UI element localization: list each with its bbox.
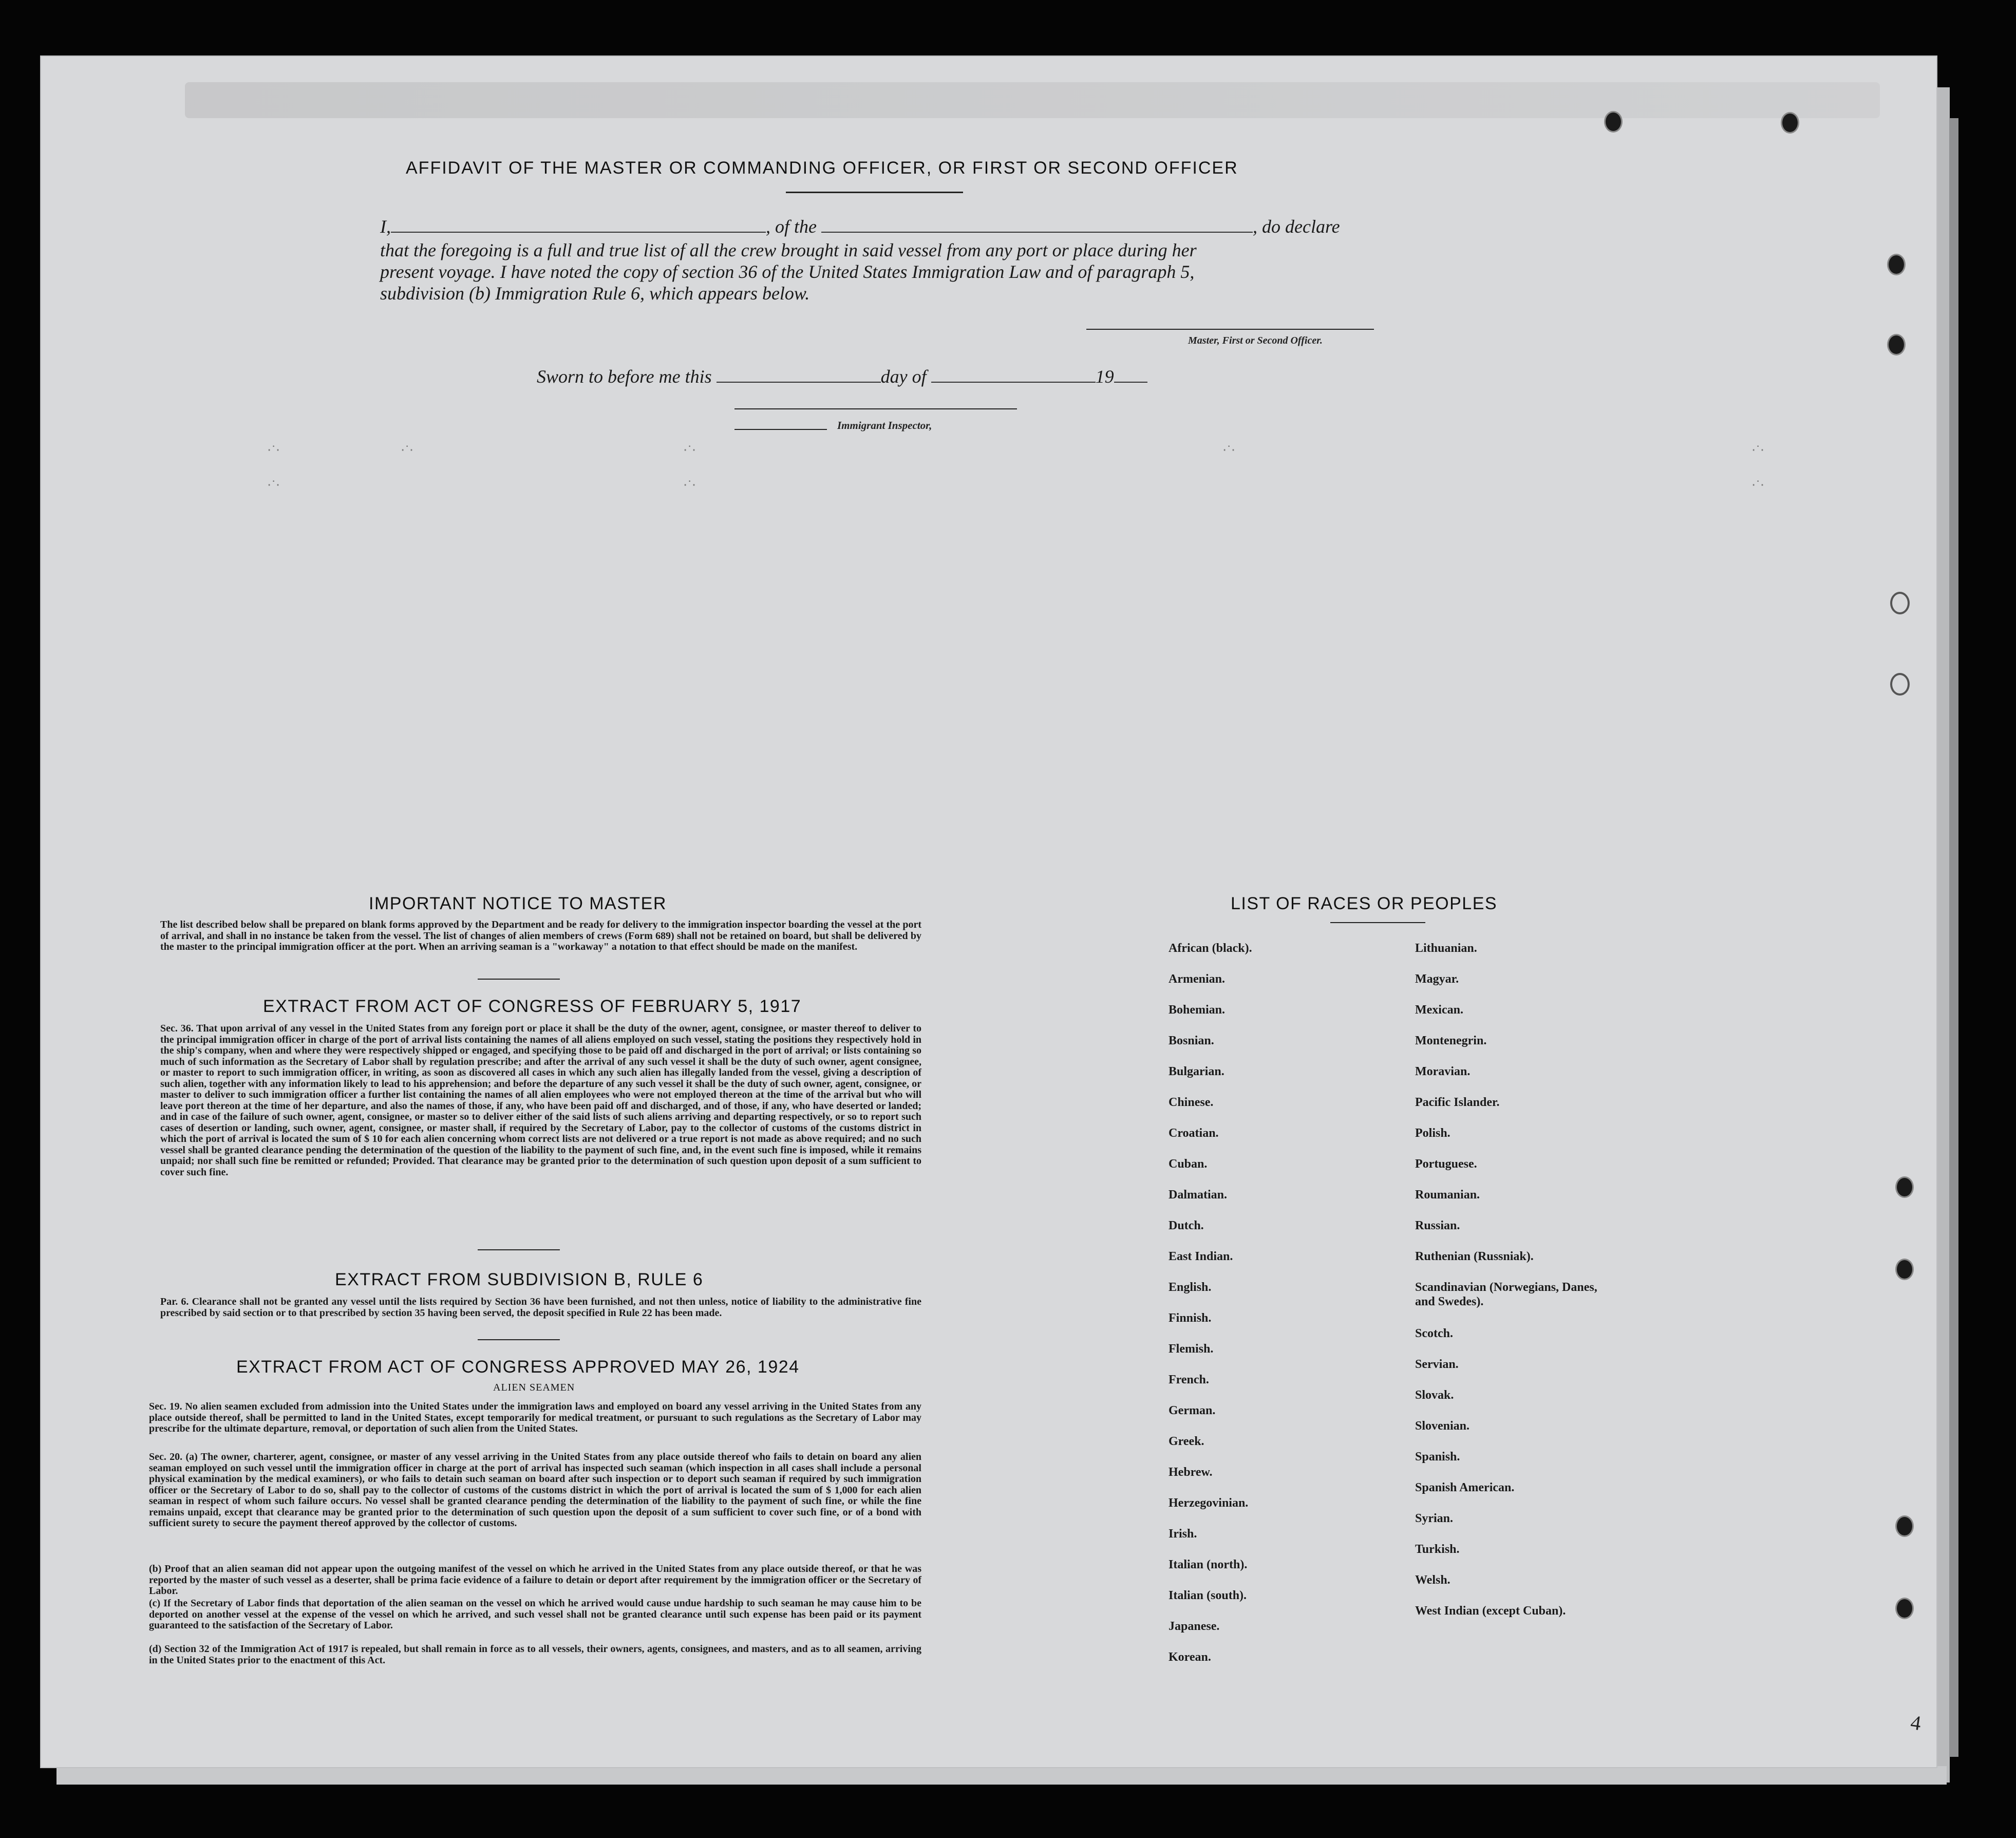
corner-handwritten-mark: 4 [1909,1710,1923,1735]
race-item: Turkish. [1415,1543,1460,1556]
race-item: Italian (south). [1169,1589,1247,1602]
day-blank[interactable] [717,382,881,383]
race-item: German. [1169,1404,1216,1417]
punch-hole [1895,1598,1914,1619]
race-item: Scotch. [1415,1327,1453,1340]
race-item: Spanish American. [1415,1481,1515,1494]
race-item: Spanish. [1415,1450,1460,1464]
extract-1917-rule [478,1249,560,1250]
extract-1924-sec20a: Sec. 20. (a) The owner, charterer, agent, consignee, or master of any vessel arriving in the United States from any place outside thereof who fails to detain on board any alien seaman employed on such vessel until the immigration officer in charge at the port of arrival has inspected such seaman (which inspection in all cases shall include a personal physical examination by the medical examiners), or who fails to detain such seaman on board after such inspection or to deport such seaman if required by such immigration officer or the Secretary of Labor to do so, shall pay to the collector of customs of the customs district in which the port of arrival is located the sum of $ 1,000 for each alien seaman in respect of whom such failure occurs. No vessel shall be granted clearance pending the determination of the liability to the payment of such fine, or while the fine remains unpaid, except that clearance may be granted prior to the determination of such question upon the deposit of a sum sufficient to cover such fine, or of a bond with sufficient surety to secure the payment thereof approved by the collector of customs. [149,1451,921,1529]
punch-hole [1895,1259,1914,1280]
page-edge [1935,87,1950,1783]
bleed-mark: ⋅˙⋅ [1751,478,1765,493]
race-item: Montenegrin. [1415,1034,1487,1047]
race-item: Chinese. [1169,1096,1214,1109]
race-item: Finnish. [1169,1311,1212,1325]
punch-hole [1890,592,1910,614]
bleed-mark: ⋅˙⋅ [683,443,696,458]
year-blank[interactable] [1114,382,1147,383]
race-item: East Indian. [1169,1250,1233,1263]
sworn-text: Sworn to before me this [537,366,712,387]
race-item: Greek. [1169,1435,1204,1448]
race-item: English. [1169,1281,1212,1294]
race-item: Korean. [1169,1651,1211,1664]
race-item: Servian. [1415,1358,1459,1371]
punch-hole [1895,1515,1914,1537]
notice-text: The list described below shall be prepared on blank forms approved by the Department and be ready for delivery to the immigration inspector boarding the vessel at the port of arrival, and shall in no instance be taken from the vessel. The list of changes of alien members of crews (Form 689) shall not be retained on board, but shall be delivered by the master to the principal immigration officer at the port. When an arriving seaman is a "workaway" a notation to that effect should be made on the manifest. [160,919,921,952]
inspector-line[interactable] [734,429,827,430]
bleed-through-header [185,82,1880,118]
year-text: 19 [1095,366,1114,387]
affidavit-title: AFFIDAVIT OF THE MASTER OR COMMANDING OFFICER, OR FIRST OR SECOND OFFICER [406,158,1238,178]
race-item: Dutch. [1169,1219,1204,1232]
inspector-upper-line [734,408,1017,409]
rule6-rule [478,1339,560,1340]
punch-hole [1781,112,1799,134]
race-item: Roumanian. [1415,1188,1480,1202]
race-item: Croatian. [1169,1127,1219,1140]
race-item: Mexican. [1415,1003,1463,1017]
inspector-label: Immigrant Inspector, [837,419,932,432]
race-item: West Indian (except Cuban). [1415,1604,1566,1618]
affidavit-line-4: subdivision (b) Immigration Rule 6, which appears below. [380,283,810,304]
signature-line[interactable] [1086,329,1374,330]
sworn-line [537,366,1147,387]
race-item: Ruthenian (Russniak). [1415,1250,1534,1263]
race-item: Magyar. [1415,972,1459,986]
notice-title: IMPORTANT NOTICE TO MASTER [369,894,667,913]
race-item: Bulgarian. [1169,1065,1224,1078]
extract-1924-sec20d: (d) Section 32 of the Immigration Act of 1917 is repealed, but shall remain in force as to all vessels, their owners, agents, consignees, and masters, and as to all seamen, arriving in the United States prior to the enactment of this Act. [149,1643,921,1666]
races-right-column [1415,941,1610,1635]
race-item: Portuguese. [1415,1157,1477,1171]
race-item: Polish. [1415,1127,1450,1140]
signature-label: Master, First or Second Officer. [1188,335,1323,346]
race-item: Slovenian. [1415,1419,1470,1433]
punch-hole [1890,673,1910,696]
extract-1924-sec20c: (c) If the Secretary of Labor finds that deportation of the alien seaman on the vessel on which he arrived would cause undue hardship to such seaman he may cause him to be deported on another vessel at the expense of the vessel on which he arrived, and such vessel shall not be granted clearance until such expense has been paid or its payment guaranteed to the satisfaction of the Secretary of Labor. [149,1598,921,1631]
extract-1924-sec19: Sec. 19. No alien seamen excluded from admission into the United States under the immigration laws and employed on board any vessel arriving in the United States from any place outside thereof, shall be permitted to land in the United States, except temporarily for medical treatment, or pursuant to such regulations as the Secretary of Labor may prescribe for the ultimate departure, removal, or deportation of such alien from the United States. [149,1401,921,1434]
race-item: Slovak. [1415,1389,1454,1402]
race-item: Herzegovinian. [1169,1496,1249,1510]
rule6-title: EXTRACT FROM SUBDIVISION B, RULE 6 [335,1270,704,1289]
affidavit-line-3: present voyage. I have noted the copy of section 36 of the United States Immigration Law and of paragraph 5, [380,261,1195,282]
race-item: Welsh. [1415,1573,1450,1587]
bleed-mark: ⋅˙⋅ [683,478,696,493]
extract-1917-title: EXTRACT FROM ACT OF CONGRESS OF FEBRUARY 5, 1917 [263,997,802,1016]
race-item: Russian. [1415,1219,1460,1232]
notice-rule [478,979,560,980]
punch-hole [1887,254,1906,275]
title-rule [786,192,963,193]
bleed-mark: ⋅˙⋅ [401,443,414,458]
race-item: Armenian. [1169,972,1225,986]
punch-hole [1604,111,1623,133]
race-item: Flemish. [1169,1342,1214,1356]
page-edge-shadow [1949,118,1958,1757]
race-item: Scandinavian (Norwegians, Danes, and Swedes). [1415,1281,1597,1308]
race-item: Cuban. [1169,1157,1208,1171]
races-left-column [1169,941,1252,1681]
affidavit-declare: , do declare [1252,216,1340,237]
extract-1924-sec20b: (b) Proof that an alien seaman did not appear upon the outgoing manifest of the vessel on which he arrived in the United States from any place outside thereof, or that he was reported by the master of such vessel as a deserter, shall be prima facie evidence of a failure to detain or deport after requirement by the immigration officer or the Secretary of Labor. [149,1563,921,1597]
name-blank[interactable] [391,232,766,233]
affidavit-i: I, [380,216,391,237]
race-item: Pacific Islander. [1415,1096,1500,1109]
bleed-mark: ⋅˙⋅ [267,443,280,458]
race-item: African (black). [1169,942,1252,955]
affidavit-of-the: , of the [766,216,817,237]
bleed-mark: ⋅˙⋅ [1222,443,1236,458]
race-item: Moravian. [1415,1065,1471,1078]
bleed-mark: ⋅˙⋅ [267,478,280,493]
punch-hole [1887,334,1906,355]
rule6-text: Par. 6. Clearance shall not be granted any vessel until the lists required by Section 36 have been furnished, and not then unless, notice of liability to the administrative fine prescribed by said section or to that prescribed by section 35 having been served, the deposit specified in Rule 22 has been made. [160,1296,921,1319]
page-bottom-edge [56,1766,1947,1785]
extract-1917-text: Sec. 36. That upon arrival of any vessel in the United States from any foreign port or place it shall be the duty of the owner, agent, consignee, or master thereof to deliver to the principal immigration officer in charge of the port of arrival lists containing the names of all aliens employed on such vessel, stating the positions they respectively hold in the ship's company, when and where they were respectively shipped or engaged, and specifying those to be paid off and discharged in the port of arrival; or lists containing so much of such information as the Secretary of Labor shall by regulation prescribe; and after the arrival of any such vessel it shall be the duty of such owner, agent consignee, or master to report to such immigration officer, in writing, as soon as discovered all cases in which any such alien has illegally landed from the vessel, giving a description of such alien, together with any information likely to lead to his apprehension; and before the departure of any such vessel it shall be the duty of such owner, agent, consignee, or master to deliver to such immigration officer a further list containing the names of all alien employees who were not employed thereon at the time of the arrival but who will leave port thereon at the time of her departure, and also the names of those, if any, who have been paid off and discharged, and of those, if any, who have deserted or landed; and in case of the failure of such owner, agent, consignee, or master so to deliver either of the said lists of such aliens arriving and departing respectively, or so to report such cases of desertion or landing, such owner, agent, consignee, or master shall, if required by the Secretary of Labor, pay to the collector of customs of the customs district in which the port of arrival is located the sum of $ 10 for each alien concerning whom correct lists are not delivered or a true report is not made as above required; and no such vessel shall be granted clearance pending the determination of the question of the liability to the payment of such fine, and, in the event such fine is imposed, while it remains unpaid; nor shall such fine be remitted or refunded; Provided. That clearance may be granted prior to the determination of such question upon deposit of a sum sufficient to cover such fine. [160,1023,921,1178]
day-of-text: day of [880,366,927,387]
extract-1924-title: EXTRACT FROM ACT OF CONGRESS APPROVED MAY 26, 1924 [236,1357,800,1377]
race-item: Irish. [1169,1527,1197,1541]
affidavit-line-1 [380,216,1340,237]
race-item: Dalmatian. [1169,1188,1227,1202]
race-item: French. [1169,1373,1209,1386]
alien-seamen-subtitle: ALIEN SEAMEN [493,1382,575,1393]
races-title: LIST OF RACES OR PEOPLES [1231,894,1498,913]
race-item: Bohemian. [1169,1003,1226,1017]
month-blank[interactable] [931,382,1096,383]
vessel-blank[interactable] [821,232,1253,233]
punch-hole [1895,1176,1914,1198]
race-item: Hebrew. [1169,1466,1213,1479]
race-item: Lithuanian. [1415,942,1477,955]
races-rule [1330,922,1425,923]
race-item: Bosnian. [1169,1034,1214,1047]
affidavit-line-2: that the foregoing is a full and true list of all the crew brought in said vessel from any port or place during her [380,240,1197,260]
race-item: Italian (north). [1169,1558,1248,1571]
race-item: Japanese. [1169,1620,1220,1633]
race-item: Syrian. [1415,1512,1454,1525]
bleed-mark: ⋅˙⋅ [1751,443,1765,458]
